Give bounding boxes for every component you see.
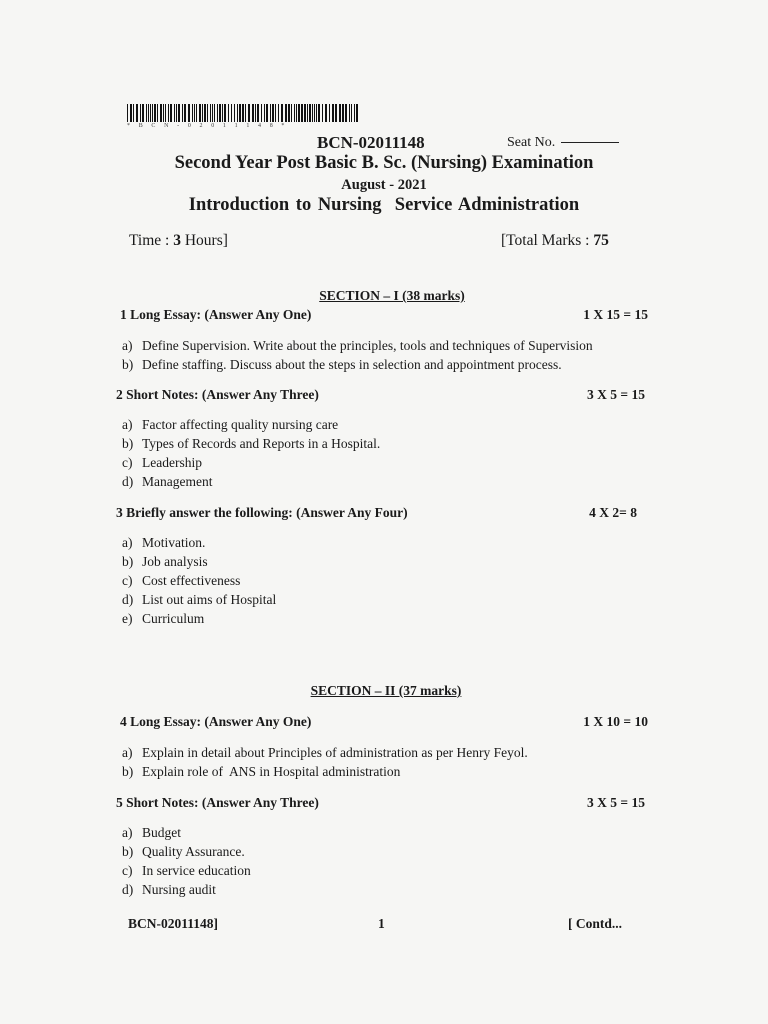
barcode-bar (202, 104, 203, 122)
barcode-bar (275, 104, 276, 122)
barcode-bar (210, 104, 211, 122)
question-2-heading: 2 Short Notes: (Answer Any Three) (116, 387, 319, 402)
list-item: c) In service education (122, 863, 251, 878)
barcode-bar (168, 104, 169, 122)
barcode-bar (322, 104, 323, 122)
question-4-marks: 1 X 10 = 10 (583, 714, 648, 729)
barcode-bar (342, 104, 344, 122)
barcode-bar (325, 104, 327, 122)
barcode-bar (160, 104, 162, 122)
subject-title: Introduction to Nursing Service Administration (188, 195, 580, 215)
barcode-bar (316, 104, 317, 122)
barcode-bar (261, 104, 262, 122)
list-item: a) Explain in detail about Principles of administration as per Henry Feyol. (122, 745, 528, 760)
list-item: b) Explain role of ANS in Hospital administration (122, 764, 401, 779)
barcode-bar (339, 104, 341, 122)
section-1-title: SECTION – I (38 marks) (319, 288, 465, 303)
continued-note: [ Contd... (568, 916, 623, 931)
barcode-bar (204, 104, 206, 122)
list-item: c) Leadership (122, 455, 202, 470)
barcode-bar (278, 104, 279, 122)
list-item: a) Budget (122, 825, 181, 840)
barcode-bar (329, 104, 330, 122)
question-5-list (122, 823, 251, 899)
question-2-marks: 3 X 5 = 15 (587, 387, 645, 402)
list-item: b) Define staffing. Discuss about the steps in selection and appointment process. (122, 357, 562, 372)
barcode-bar (148, 104, 149, 122)
list-item: c) Cost effectiveness (122, 573, 241, 588)
list-item: a) Motivation. (122, 535, 206, 550)
barcode-bar (188, 104, 190, 122)
question-3-list (122, 533, 276, 628)
barcode-bar (285, 104, 287, 122)
barcode-bar (142, 104, 144, 122)
barcode-bar (281, 104, 283, 122)
list-item: e) Curriculum (122, 611, 205, 626)
barcode-bar (127, 104, 128, 122)
barcode-bar (174, 104, 175, 122)
barcode-bar (217, 104, 218, 122)
barcode-bar (248, 104, 250, 122)
barcode-bar (196, 104, 197, 122)
total-marks: [Total Marks : 75 (501, 232, 609, 249)
question-1-list (122, 336, 593, 374)
barcode-bar (152, 104, 153, 122)
question-5-marks: 3 X 5 = 15 (587, 795, 645, 810)
list-item: d) Nursing audit (122, 882, 216, 897)
barcode-bar (176, 104, 177, 122)
barcode-bar (224, 104, 226, 122)
question-4-heading: 4 Long Essay: (Answer Any One) (120, 714, 312, 729)
list-item: b) Types of Records and Reports in a Hospital. (122, 436, 381, 451)
barcode-bar (222, 104, 223, 122)
barcode-bar (296, 104, 297, 122)
seat-number-field (507, 135, 619, 151)
barcode-bar (298, 104, 300, 122)
barcode-bar (184, 104, 186, 122)
barcode-bar (255, 104, 256, 122)
question-3-heading: 3 Briefly answer the following: (Answer Any Four) (116, 505, 408, 520)
barcode-bar (228, 104, 229, 122)
barcode-bar (288, 104, 290, 122)
barcode-digits: * B C N - 0 2 0 1 1 1 4 8 * (127, 123, 289, 129)
barcode-bar (345, 104, 347, 122)
barcode-bar (237, 104, 238, 122)
question-1-heading: 1 Long Essay: (Answer Any One) (120, 307, 312, 322)
barcode-bar (154, 104, 156, 122)
barcode-bar (294, 104, 295, 122)
barcode-bar (356, 104, 358, 122)
exam-title: Second Year Post Basic B. Sc. (Nursing) Examination (174, 153, 594, 173)
barcode-bar (207, 104, 208, 122)
question-1-marks: 1 X 15 = 15 (583, 307, 648, 322)
barcode-bar (219, 104, 221, 122)
barcode-bar (264, 104, 265, 122)
page-number: 1 (378, 916, 385, 931)
exam-date: August - 2021 (341, 177, 427, 193)
barcode-bar (146, 104, 147, 122)
paper-code: BCN-02011148 (317, 133, 425, 152)
barcode-bar (252, 104, 254, 122)
barcode-bar (214, 104, 215, 122)
barcode-bar (318, 104, 320, 122)
footer-paper-code: BCN-02011148] (128, 916, 219, 931)
barcode-bar (239, 104, 241, 122)
section-2-title: SECTION – II (37 marks) (310, 683, 462, 698)
barcode-bar (349, 104, 350, 122)
barcode-bar (301, 104, 303, 122)
barcode-bar (133, 104, 134, 122)
barcode-bar (335, 104, 337, 122)
barcode-bar (314, 104, 315, 122)
barcode-bar (242, 104, 244, 122)
barcode-bar (270, 104, 271, 122)
barcode-bar (257, 104, 259, 122)
barcode-bar (212, 104, 213, 122)
seat-number-blank (561, 142, 619, 143)
barcode-bar (354, 104, 355, 122)
barcode-bar (272, 104, 274, 122)
barcode-bar (266, 104, 268, 122)
barcode-bar (304, 104, 306, 122)
list-item: a) Factor affecting quality nursing care (122, 417, 339, 432)
barcode-bar (291, 104, 292, 122)
barcode-bar (178, 104, 180, 122)
barcode-bar (163, 104, 164, 122)
list-item: d) List out aims of Hospital (122, 592, 277, 607)
barcode-bar (312, 104, 313, 122)
question-2-list (122, 415, 380, 491)
barcode-bar (332, 104, 334, 122)
time-allowed: Time : 3 Hours] (129, 232, 228, 249)
barcode-bar (170, 104, 172, 122)
seat-label: Seat No. (507, 135, 556, 150)
barcode-bar (199, 104, 201, 122)
barcode-bar (150, 104, 151, 122)
question-4-list (122, 743, 528, 781)
barcode (127, 104, 359, 122)
barcode-bar (136, 104, 138, 122)
barcode-bar (130, 104, 132, 122)
barcode-bar (157, 104, 158, 122)
question-3-marks: 4 X 2= 8 (589, 505, 637, 520)
barcode-bar (307, 104, 308, 122)
barcode-bar (194, 104, 195, 122)
barcode-bar (140, 104, 141, 122)
barcode-bar (245, 104, 246, 122)
barcode-bar (351, 104, 352, 122)
list-item: b) Job analysis (122, 554, 208, 569)
question-5-heading: 5 Short Notes: (Answer Any Three) (116, 795, 319, 810)
list-item: b) Quality Assurance. (122, 844, 245, 859)
barcode-bar (234, 104, 235, 122)
barcode-bar (309, 104, 311, 122)
list-item: a) Define Supervision. Write about the principles, tools and techniques of Supervision (122, 338, 593, 353)
barcode-bar (192, 104, 193, 122)
barcode-bar (231, 104, 232, 122)
list-item: d) Management (122, 474, 213, 489)
barcode-bar (165, 104, 166, 122)
barcode-bar (182, 104, 183, 122)
